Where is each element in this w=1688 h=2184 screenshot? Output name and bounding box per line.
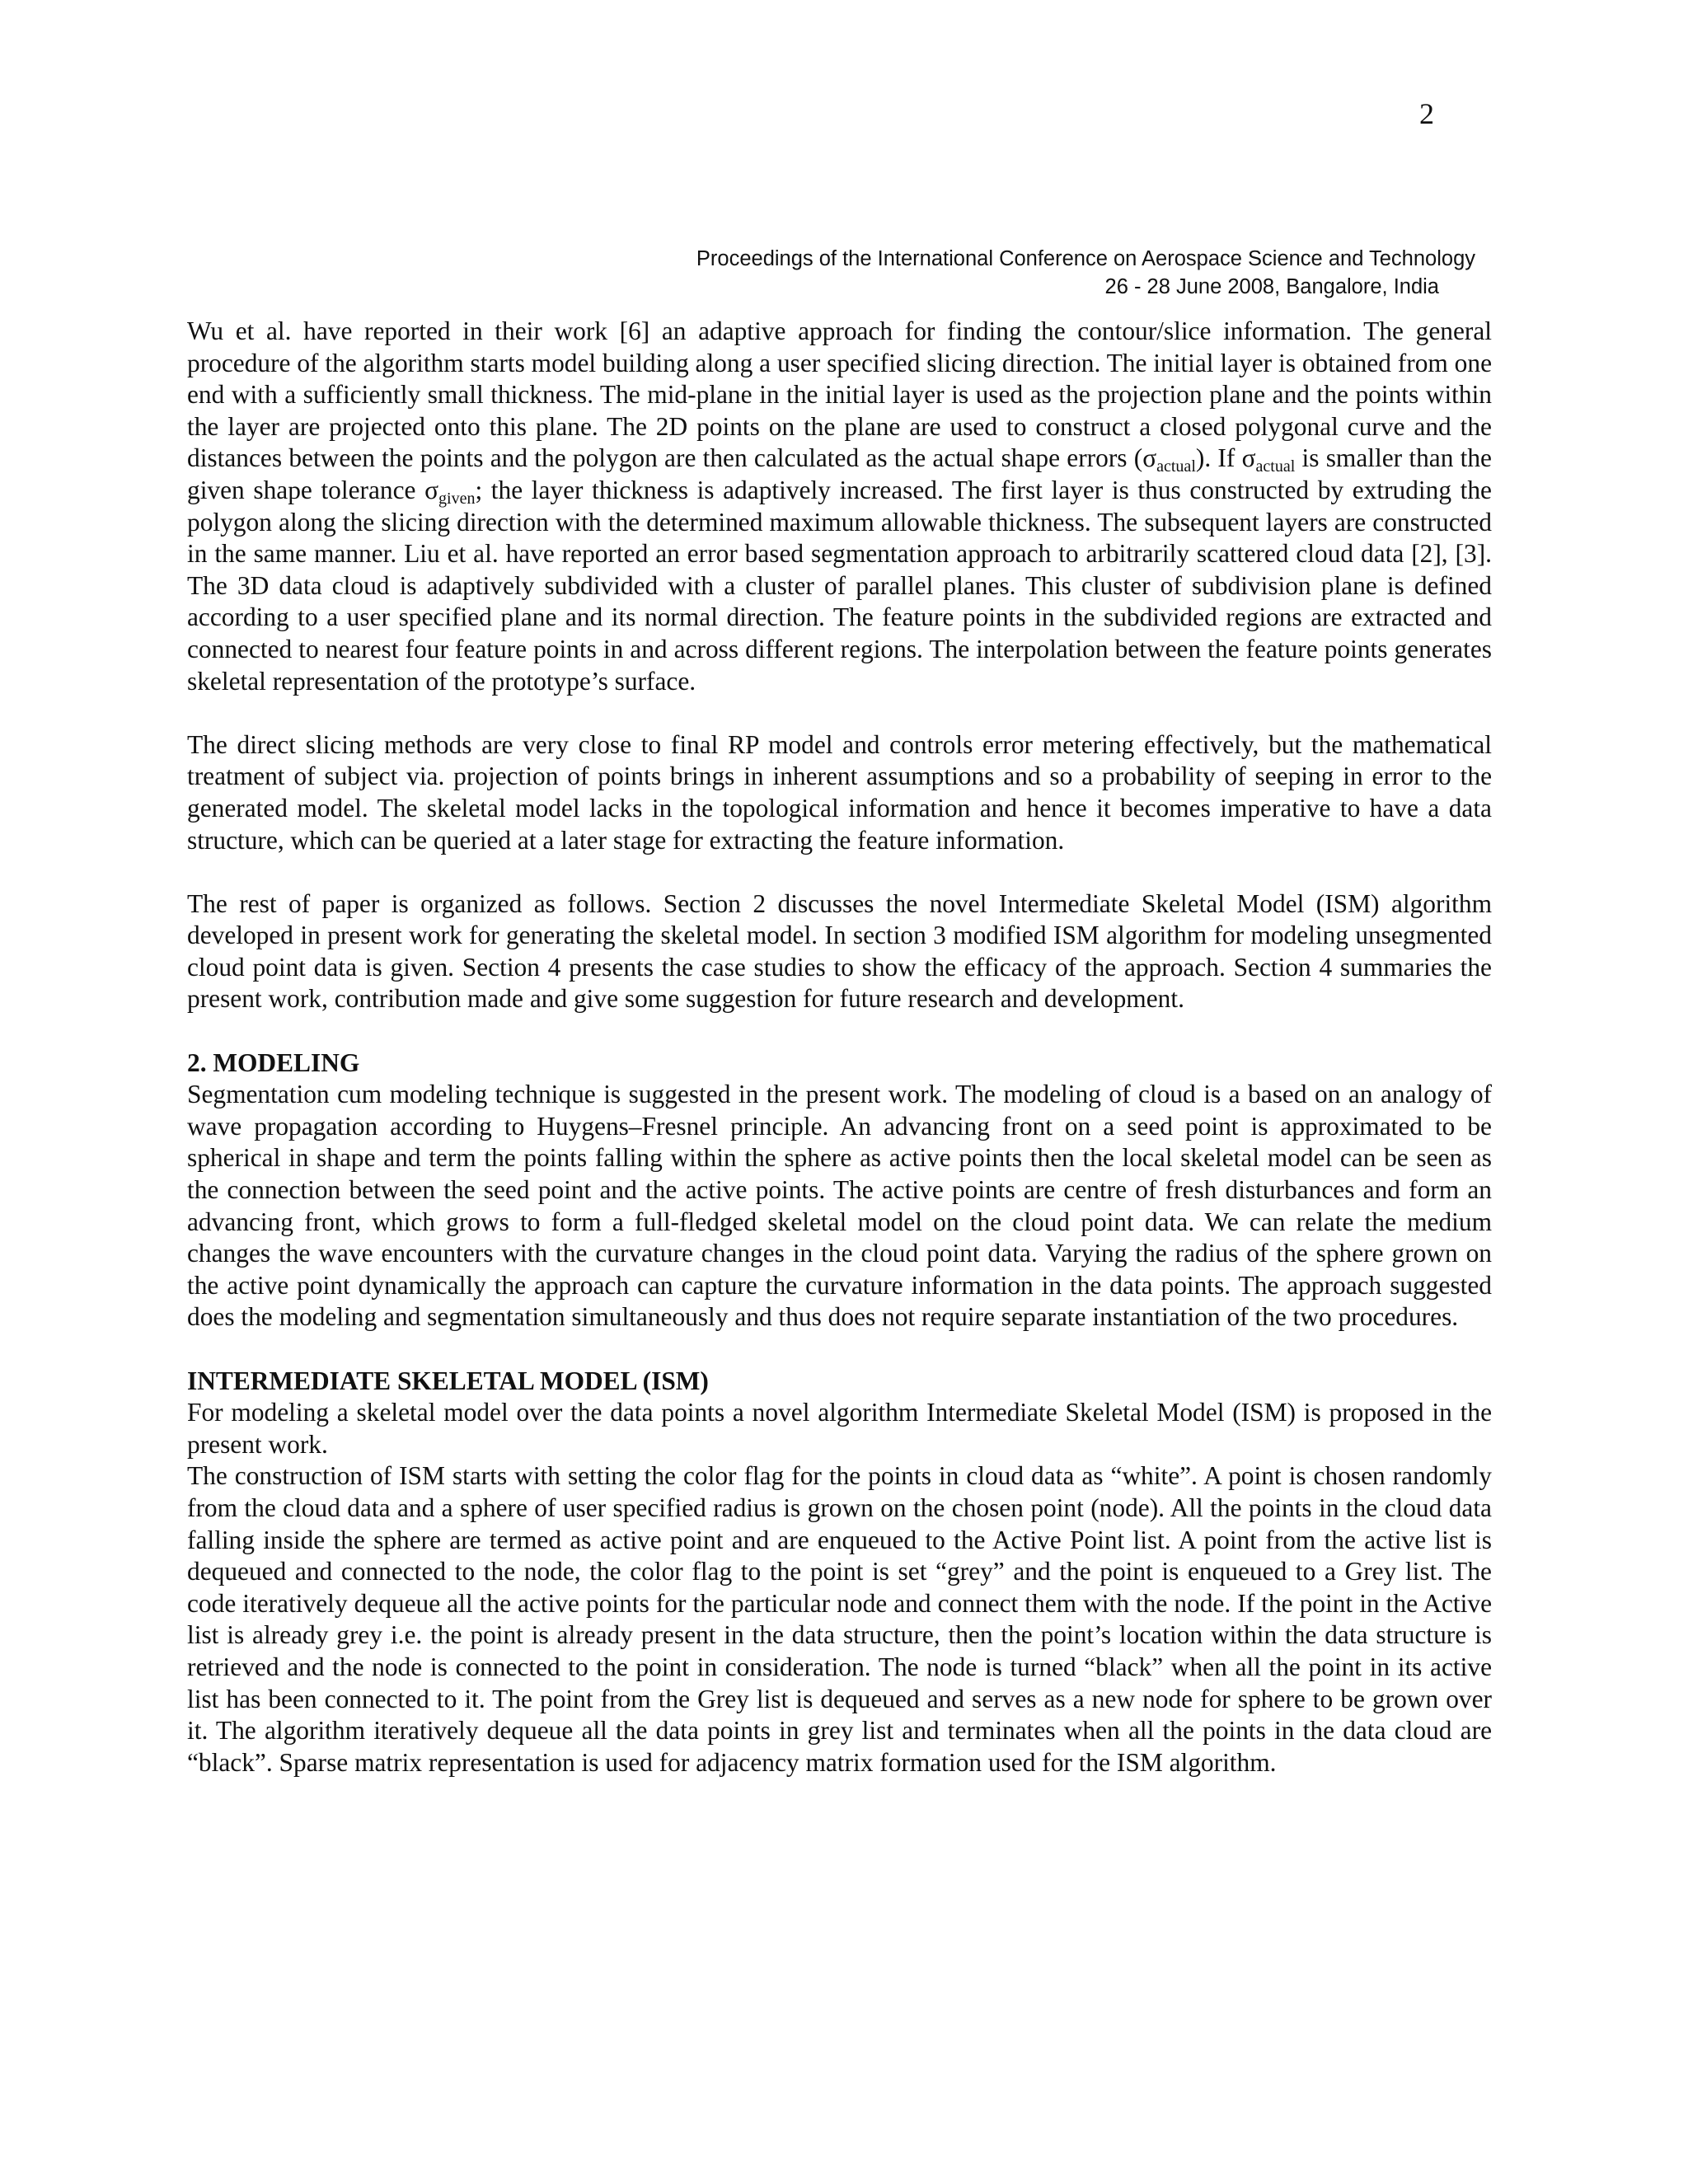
conference-name: Proceedings of the International Conference on Aerospace Science and Technology — [696, 247, 1475, 270]
paragraph-organization: The rest of paper is organized as follows. Section 2 discusses the novel Intermediate Skeletal Model (ISM) algorithm developed in present work for generating the skeletal model. In section 3 modified ISM algorithm for modeling unsegmented cloud point data is given. Section 4 presents the case studies to show the efficacy of the approach. Section 4 summaries the present work, contribution made and give some suggestion for future research and development. — [187, 888, 1492, 1014]
page-number: 2 — [1419, 97, 1434, 130]
running-header — [404, 245, 1475, 301]
paragraph-ism-construction: The construction of ISM starts with setting the color flag for the points in cloud data as “white”. A point is chosen randomly from the cloud data and a sphere of user specified radius is grown on the chosen point (node). All the points in the cloud data falling inside the sphere are termed as active point and are enqueued to the Active Point list. A point from the active list is dequeued and connected to the node, the color flag to the point is set “grey” and the point is enqueued to a Grey list. The code iteratively dequeue all the active points for the particular node and connect them with the node. If the point in the Active list is already grey i.e. the point is already present in the data structure, then the point’s location within the data structure is retrieved and the node is connected to the point in consideration. The node is turned “black” when all the point in its active list has been connected to it. The point from the Grey list is dequeued and serves as a new node for sphere to be grown over it. The algorithm iteratively dequeue all the data points in grey list and terminates when all the points in the data cloud are “black”. Sparse matrix representation is used for adjacency matrix formation used for the ISM algorithm. — [187, 1461, 1492, 1777]
paragraph-direct-slicing: The direct slicing methods are very close to final RP model and controls error metering effectively, but the mathematical treatment of subject via. projection of points brings in inherent assumptions and so a probability of seeping in error to the generated model. The skeletal model lacks in the topological information and hence it becomes imperative to have a data structure, which can be queried at a later stage for extracting the feature information. — [187, 729, 1492, 855]
paragraph-related-work: Wu et al. have reported in their work [6] an adaptive approach for finding the contour/slice information. The general procedure of the algorithm starts model building along a user specified slicing direction. The initial layer is obtained from one end with a sufficiently small thickness. The mid-plane in the initial layer is used as the projection plane and the points within the layer are projected onto this plane. The 2D points on the plane are used to construct a closed polygonal curve and the distances between the points and the polygon are then calculated as the actual shape errors $(\sigma_{actual})$. If $\sigma_{actual}$ is smaller than the given shape tolerance $\sigma_{given}$; the layer thickness is adaptively increased. The first layer is thus constructed by extruding the polygon along the slicing direction with the determined maximum allowable thickness. The subsequent layers are constructed in the same manner. Liu et al. have reported an error based segmentation approach to arbitrarily scattered cloud data [2], [3]. The 3D data cloud is adaptively subdivided with a cluster of parallel planes. This cluster of subdivision plane is defined according to a user specified plane and its normal direction. The feature points in the subdivided regions are extracted and connected to nearest four feature points in and across different regions. The interpolation between the feature points generates skeletal representation of the prototype’s surface. — [187, 316, 1492, 696]
paragraph-ism-intro: For modeling a skeletal model over the data points a novel algorithm Intermediate Skeletal Model (ISM) is proposed in the present work. — [187, 1398, 1492, 1459]
conference-date-location: 26 - 28 June 2008, Bangalore, India — [1104, 275, 1439, 298]
paper-body — [187, 316, 1492, 1779]
section-heading-modeling: 2. MODELING — [187, 1047, 360, 1077]
section-heading-ism: INTERMEDIATE SKELETAL MODEL (ISM) — [187, 1366, 709, 1395]
paragraph-modeling: Segmentation cum modeling technique is suggested in the present work. The modeling of cloud is a based on an analogy of wave propagation according to Huygens–Fresnel principle. An advancing front on a seed point is approximated to be spherical in shape and term the points falling within the sphere as active points then the local skeletal model can be seen as the connection between the seed point and the active points. The active points are centre of fresh disturbances and form an advancing front, which grows to form a full-fledged skeletal model on the cloud point data. We can relate the medium changes the wave encounters with the curvature changes in the cloud point data. Varying the radius of the sphere grown on the active point dynamically the approach can capture the curvature information in the data points. The approach suggested does the modeling and segmentation simultaneously and thus does not require separate instantiation of the two procedures. — [187, 1080, 1492, 1332]
